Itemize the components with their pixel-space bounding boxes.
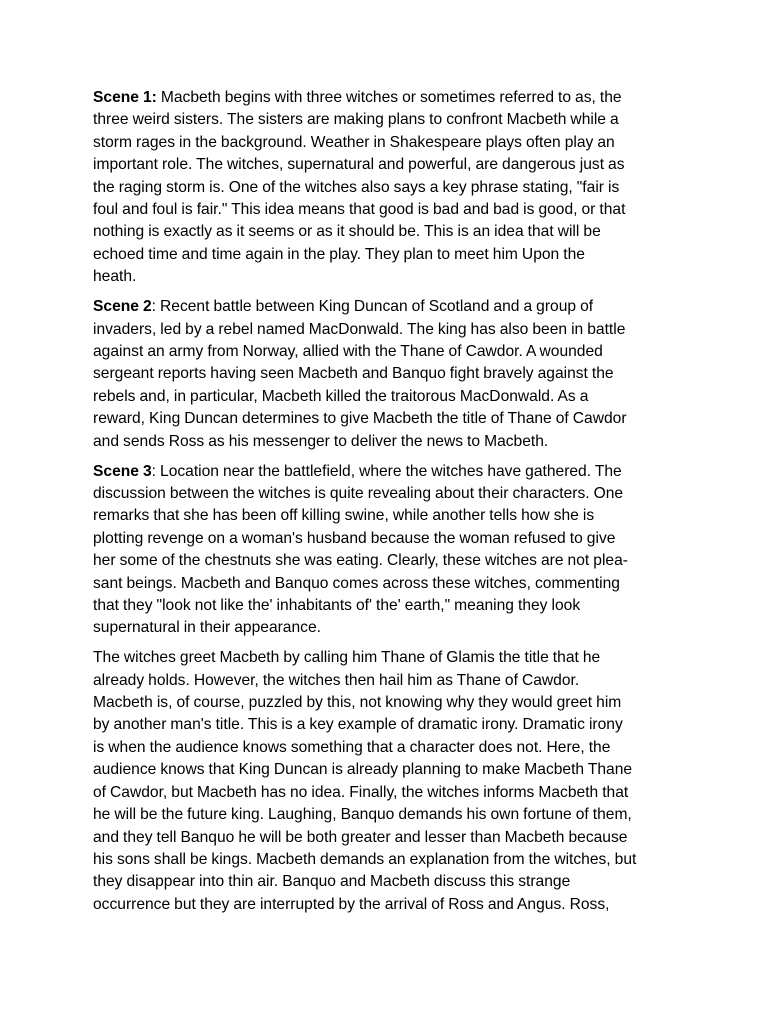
- text-line: and sends Ross as his messenger to deliver the news to Macbeth.: [93, 432, 549, 450]
- text-line: sergeant reports having seen Macbeth and Banquo fight bravely against the: [93, 365, 614, 383]
- text-line: the raging storm is. One of the witches also says a key phrase stating, "fair is: [93, 178, 620, 196]
- text-line: discussion between the witches is quite revealing about their characters. One: [93, 484, 624, 502]
- text-line: his sons shall be kings. Macbeth demands an explanation from the witches, but: [93, 850, 637, 868]
- scene-label: Scene 2: [93, 298, 152, 316]
- text-line: audience knows that King Duncan is already planning to make Macbeth Thane: [93, 761, 633, 779]
- scene-label: Scene 3: [93, 462, 152, 480]
- text-line: three weird sisters. The sisters are making plans to confront Macbeth while a: [93, 111, 619, 129]
- text-line: her some of the chestnuts she was eating. Clearly, these witches are not plea-: [93, 552, 628, 570]
- text-line: The witches greet Macbeth by calling him Thane of Glamis the title that he: [93, 649, 601, 667]
- text-line: and they tell Banquo he will be both greater and lesser than Macbeth because: [93, 828, 628, 846]
- paragraph-scene-3: [93, 461, 677, 640]
- text-line: he will be the future king. Laughing, Banquo demands his own fortune of them,: [93, 806, 632, 824]
- text-line: of Cawdor, but Macbeth has no idea. Finally, the witches informs Macbeth that: [93, 783, 629, 801]
- text-run: : Recent battle between King Duncan of Scotland and a group of: [151, 298, 594, 316]
- text-line: rebels and, in particular, Macbeth killed the traitorous MacDonwald. As a: [93, 387, 589, 405]
- text-line: plotting revenge on a woman's husband because the woman refused to give: [93, 529, 616, 547]
- text-line: occurrence but they are interrupted by the arrival of Ross and Angus. Ross,: [93, 895, 610, 913]
- text-line: by another man's title. This is a key example of dramatic irony. Dramatic irony: [93, 716, 623, 734]
- text-line: [93, 87, 677, 109]
- paragraph-scene-1: [93, 87, 677, 289]
- text-line: reward, King Duncan determines to give Macbeth the title of Thane of Cawdor: [93, 410, 627, 428]
- paragraph-scene-2: [93, 296, 677, 453]
- text-line: invaders, led by a rebel named MacDonwald. The king has also been in battle: [93, 320, 626, 338]
- document-page: [93, 87, 677, 924]
- text-line: echoed time and time again in the play. They plan to meet him Upon the: [93, 245, 585, 263]
- text-line: already holds. However, the witches then hail him as Thane of Cawdor.: [93, 671, 580, 689]
- text-line: [93, 296, 677, 318]
- paragraph-witches-greeting: [93, 647, 677, 916]
- text-line: sant beings. Macbeth and Banquo comes across these witches, commenting: [93, 574, 620, 592]
- text-line: storm rages in the background. Weather in Shakespeare plays often play an: [93, 133, 615, 151]
- text-line: [93, 461, 677, 483]
- text-line: important role. The witches, supernatural and powerful, are dangerous just as: [93, 156, 625, 174]
- text-line: they disappear into thin air. Banquo and Macbeth discuss this strange: [93, 873, 571, 891]
- text-line: supernatural in their appearance.: [93, 619, 321, 637]
- text-line: against an army from Norway, allied with the Thane of Cawdor. A wounded: [93, 342, 603, 360]
- text-line: foul and foul is fair." This idea means that good is bad and bad is good, or that: [93, 201, 626, 219]
- text-run: : Location near the battlefield, where the witches have gathered. The: [151, 462, 622, 480]
- scene-label: Scene 1:: [93, 89, 157, 106]
- text-line: that they "look not like the' inhabitants of' the' earth," meaning they look: [93, 596, 581, 614]
- text-line: Macbeth is, of course, puzzled by this, not knowing why they would greet him: [93, 694, 622, 712]
- text-line: nothing is exactly as it seems or as it should be. This is an idea that will be: [93, 223, 601, 241]
- text-line: is when the audience knows something that a character does not. Here, the: [93, 738, 611, 756]
- text-run: Macbeth begins with three witches or sometimes referred to as, the: [156, 89, 622, 106]
- text-line: heath.: [93, 268, 137, 286]
- text-line: remarks that she has been off killing swine, while another tells how she is: [93, 507, 595, 525]
